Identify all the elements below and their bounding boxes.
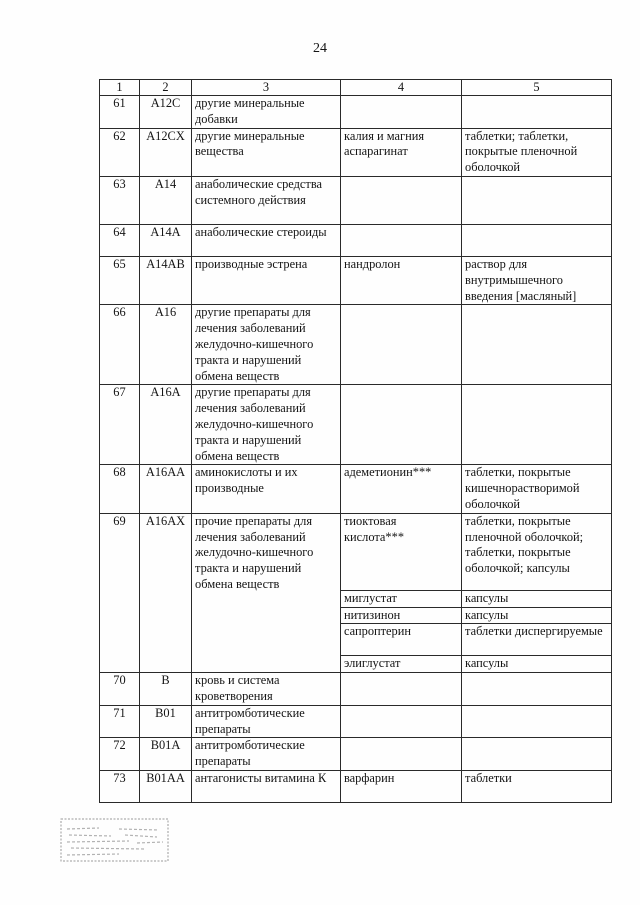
atc-code: A12C [140, 96, 192, 129]
atc-group-name: кровь и система кроветворения [192, 673, 341, 706]
drug-name: калия и магния аспарагинат [341, 128, 462, 176]
table-row [100, 673, 612, 706]
row-number: 62 [100, 128, 140, 176]
atc-group-name: другие минеральные вещества [192, 128, 341, 176]
row-number: 70 [100, 673, 140, 706]
table-row [100, 256, 612, 304]
dosage-form: капсулы [462, 656, 612, 673]
drug-name [341, 176, 462, 224]
table-row [100, 705, 612, 738]
table-row [100, 224, 612, 256]
drug-name [341, 738, 462, 771]
row-number: 63 [100, 176, 140, 224]
dosage-form: таблетки диспергируемые [462, 624, 612, 656]
atc-code: A14 [140, 176, 192, 224]
dosage-form: раствор для внутримышечного введения [масляный] [462, 256, 612, 304]
atc-group-name: анаболические средства системного действия [192, 176, 341, 224]
dosage-form [462, 673, 612, 706]
drug-name [341, 305, 462, 385]
stamp-mark [59, 817, 170, 863]
row-number: 72 [100, 738, 140, 771]
drug-name: варфарин [341, 770, 462, 802]
atc-group-name: антитромботические препараты [192, 705, 341, 738]
drug-name: тиоктовая кислота*** [341, 513, 462, 590]
table-row [100, 305, 612, 385]
column-header-4: 4 [341, 80, 462, 96]
atc-code: B01A [140, 738, 192, 771]
table-row [100, 738, 612, 771]
drug-name: нитизинон [341, 607, 462, 624]
table-row [100, 96, 612, 129]
dosage-form: таблетки, покрытые кишечнорастворимой оболочкой [462, 465, 612, 513]
atc-group-name: аминокислоты и их производные [192, 465, 341, 513]
table-header-row [100, 80, 612, 96]
atc-code: A14A [140, 224, 192, 256]
row-number: 68 [100, 465, 140, 513]
drug-name: адеметионин*** [341, 465, 462, 513]
drug-name [341, 673, 462, 706]
dosage-form: таблетки, покрытые пленочной оболочкой; таблетки, покрытые оболочкой; капсулы [462, 513, 612, 590]
atc-code: B01 [140, 705, 192, 738]
atc-code: B [140, 673, 192, 706]
atc-group-name: анаболические стероиды [192, 224, 341, 256]
drug-name [341, 96, 462, 129]
column-header-2: 2 [140, 80, 192, 96]
table-row [100, 128, 612, 176]
atc-group-name: антитромботические препараты [192, 738, 341, 771]
row-number: 64 [100, 224, 140, 256]
dosage-form [462, 738, 612, 771]
row-number: 71 [100, 705, 140, 738]
drug-list-table [99, 79, 612, 803]
drug-name: сапроптерин [341, 624, 462, 656]
page-number: 24 [313, 41, 327, 56]
atc-group-name: прочие препараты для лечения заболеваний желудочно-кишечного тракта и нарушений обмена веществ [192, 513, 341, 672]
atc-code: A16AX [140, 513, 192, 672]
atc-code: A14AB [140, 256, 192, 304]
column-header-1: 1 [100, 80, 140, 96]
atc-code: A16A [140, 385, 192, 465]
table-row [100, 465, 612, 513]
table-row [100, 385, 612, 465]
dosage-form [462, 224, 612, 256]
atc-group-name: другие минеральные добавки [192, 96, 341, 129]
dosage-form [462, 176, 612, 224]
drug-name [341, 224, 462, 256]
row-number: 61 [100, 96, 140, 129]
atc-group-name: производные эстрена [192, 256, 341, 304]
dosage-form: таблетки; таблетки, покрытые пленочной оболочкой [462, 128, 612, 176]
dosage-form: капсулы [462, 607, 612, 624]
dosage-form [462, 96, 612, 129]
table-row [100, 770, 612, 802]
table-row [100, 176, 612, 224]
row-number: 73 [100, 770, 140, 802]
dosage-form [462, 705, 612, 738]
dosage-form: таблетки [462, 770, 612, 802]
dosage-form [462, 305, 612, 385]
row-number: 66 [100, 305, 140, 385]
dosage-form [462, 385, 612, 465]
column-header-5: 5 [462, 80, 612, 96]
dosage-form: капсулы [462, 590, 612, 607]
atc-group-name: другие препараты для лечения заболеваний желудочно-кишечного тракта и нарушений обмена веществ [192, 385, 341, 465]
atc-code: B01AA [140, 770, 192, 802]
drug-name: миглустат [341, 590, 462, 607]
atc-group-name: антагонисты витамина К [192, 770, 341, 802]
row-number: 69 [100, 513, 140, 672]
atc-code: A16 [140, 305, 192, 385]
atc-group-name: другие препараты для лечения заболеваний желудочно-кишечного тракта и нарушений обмена веществ [192, 305, 341, 385]
drug-name: элиглустат [341, 656, 462, 673]
table-row [100, 513, 612, 590]
drug-name [341, 385, 462, 465]
drug-name [341, 705, 462, 738]
row-number: 67 [100, 385, 140, 465]
column-header-3: 3 [192, 80, 341, 96]
row-number: 65 [100, 256, 140, 304]
drug-name: нандролон [341, 256, 462, 304]
atc-code: A16AA [140, 465, 192, 513]
atc-code: A12CX [140, 128, 192, 176]
